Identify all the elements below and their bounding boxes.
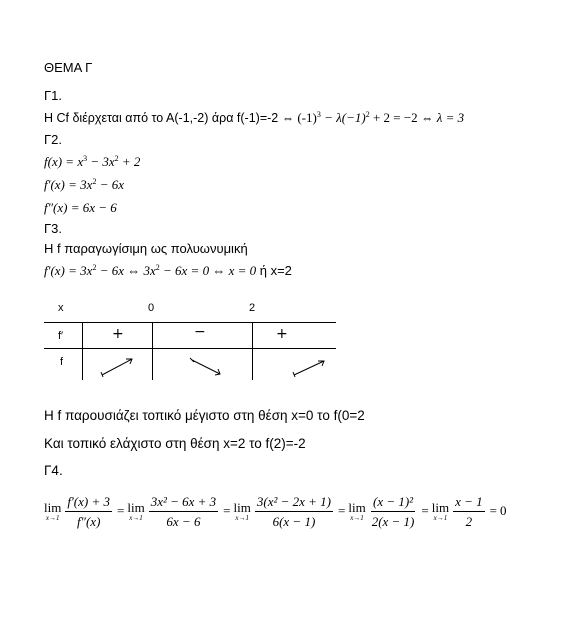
local-max-statement: Η f παρουσιάζει τοπικό μέγιστο στη θέση x=0 το f(0=2 [44,408,365,423]
limit-operator-2: lim x→1 [127,499,145,522]
g2-heading: Γ2. [44,132,63,147]
limit-fraction-4: $\frac{\text{(x − 1)²}}{2(x - 1)}$ [371,493,415,529]
variation-table [44,298,336,384]
limit-result: 0 [499,503,507,518]
g3-heading: Γ3. [44,221,63,236]
g2-first-derivative: $f'(x) = 3x^2 - 6x$ [44,177,124,192]
sign-plus-2: + [276,326,288,342]
table-fprime-label: f′ [58,330,64,342]
limit-operator-3: lim x→1 [233,499,251,522]
limit-fraction-1: $\frac{f'(x) + 3}{f''(x)}$ [67,493,110,529]
g3-derivative-equation: $f'(x) = 3x^2 - 6x$ ⇔ $3x^2 - 6x = 0$ ⇔ x = 0 ή x=2 [44,263,292,278]
g4-heading: Γ4. [44,463,63,478]
increasing-arrow-icon [101,359,132,377]
g3-statement: Η f παραγωγίσιμη ως πολυωνυμική [44,241,248,256]
increasing-arrow-icon-2 [293,361,324,377]
table-x-label: x [58,302,64,314]
limit-fraction-2: $\frac{\text{3x² − 6x + 3}}{6x - 6}$ [150,493,217,529]
g2-second-derivative: f″(x) = 6x − 6 [44,200,117,215]
limit-operator-4: lim x→1 [348,499,366,522]
table-x-two: 2 [249,302,256,314]
table-x-zero: 0 [148,302,155,314]
sign-minus: − [194,324,206,340]
sign-plus-1: + [112,326,124,342]
local-min-statement: Και τοπικό ελάχιστο στη θέση x=2 το f(2)=-2 [44,436,306,451]
limit-fraction-3: $\frac{\text{3(x² − 2x + 1)}}{6(x - 1)}$ [256,493,331,529]
g2-f-definition: $f(x) = x^3 - 3x^2 + 2$ [44,154,141,169]
section-title: ΘΕΜΑ Γ [44,60,93,75]
table-f-label: f [60,356,64,368]
monotonicity-arrows [44,298,336,384]
limit-computation: lim x→1 $\frac{f'(x) + 3}{f''(x)}$ = lim x→1 $\frac{\text{3x² − 6x + 3}}{6x - 6}$ = lim x→1 $\frac{\text{3(x² − 2x + 1)}}{6(x - 1)}$ = lim x→1 $\frac{\text{(x − 1)²}}{2(x - 1)}$ = lim x→1 $\frac{x - 1}{2}$ = 0 [44,493,507,529]
decreasing-arrow-icon [190,358,220,375]
limit-operator-1: lim x→1 [44,499,62,522]
g1-statement: Η Cf διέρχεται από το Α(-1,-2) άρα f(-1)=-2 ⇔ $(-1)^3 - \lambda(-1)^2 + 2 = -2$ ⇔ λ = 3 [44,110,465,125]
limit-fraction-5: $\frac{x - 1}{2}$ [455,493,483,529]
limit-operator-5: lim x→1 [431,499,450,522]
g1-heading: Γ1. [44,88,63,103]
